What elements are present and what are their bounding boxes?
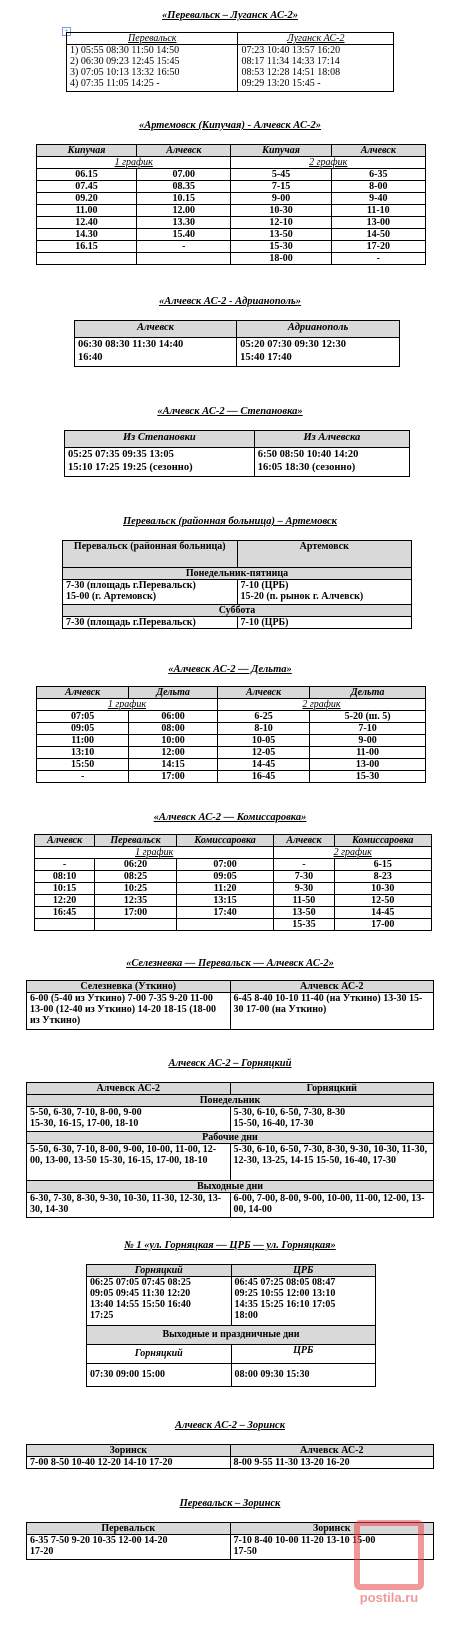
table-cell: 11-00 xyxy=(310,747,426,759)
table-cell: 12-10 xyxy=(231,217,331,229)
times-cell: 7-10 (ЦРБ) xyxy=(237,617,412,629)
times-cell: 7-10 8-40 10-00 11-20 13-10 15-00 17-50 xyxy=(230,1535,434,1560)
table-row xyxy=(37,735,426,747)
table-cell xyxy=(176,919,273,931)
schedule-table-5 xyxy=(62,540,412,629)
table-row xyxy=(35,907,432,919)
header-cell: Перевальск (районная больница) xyxy=(63,541,238,568)
subheader-cell: 1 график xyxy=(35,847,274,859)
times-cell: 6-00 (5-40 из Уткино) 7-00 7-35 9-20 11-00 13-00 (12-40 из Уткино) 14-20 18-15 (18-00 из Уткино) xyxy=(27,993,231,1030)
header-cell: Кипучая xyxy=(37,145,137,157)
table-cell: 5-20 (ш. 5) xyxy=(310,711,426,723)
times-cell: 8-00 9-55 11-30 13-20 16-20 xyxy=(230,1457,434,1469)
table-cell: 9-00 xyxy=(231,193,331,205)
table-row xyxy=(37,771,426,783)
times-cell: 07:23 10:40 13:57 16:20 08:17 11:34 14:33 17:14 08:53 12:28 14:51 18:08 09:29 13:20 15:45 - xyxy=(238,45,394,92)
header-cell: Из Степановки xyxy=(65,431,255,448)
watermark-text: postila.ru xyxy=(359,1590,419,1605)
table-cell: 08:00 xyxy=(129,723,218,735)
table-cell: 7-15 xyxy=(231,181,331,193)
header-cell: Алчевск xyxy=(75,321,237,338)
table-cell: 17-00 xyxy=(334,919,431,931)
table-cell: 9-40 xyxy=(331,193,425,205)
header-cell: Комиссаровка xyxy=(176,835,273,847)
table-cell: 17:40 xyxy=(176,907,273,919)
table-cell: 06:00 xyxy=(129,711,218,723)
table-row xyxy=(37,205,426,217)
table-cell: 10:00 xyxy=(129,735,218,747)
table-cell: 11:00 xyxy=(37,735,129,747)
section-title-9: Алчевск АС-2 – Горняцкий xyxy=(168,1058,292,1069)
table-cell xyxy=(37,253,137,265)
header-cell: Алчевск xyxy=(137,145,231,157)
times-cell: 5-30, 6-10, 6-50, 7-30, 8-30 15-50, 16-40, 17-30 xyxy=(230,1107,434,1132)
header-cell: Луганск АС-2 xyxy=(238,33,394,45)
header-cell: Алчевск АС-2 xyxy=(230,981,434,993)
times-cell: 5-50, 6-30, 7-10, 8-00, 9-00, 10-00, 11-00, 12-00, 13-00, 13-50 15-30, 16-15, 17-00, 18-10 xyxy=(27,1144,231,1181)
times-cell: 1) 05:55 08:30 11:50 14:50 2) 06:30 09:23 12:45 15:45 3) 07:05 10:13 13:32 16:50 4) 07:35 11:05 14:25 - xyxy=(67,45,238,92)
table-cell: 10-05 xyxy=(217,735,309,747)
schedule-table-9 xyxy=(26,1082,434,1218)
table-cell: 12:00 xyxy=(129,747,218,759)
times-cell: 06:25 07:05 07:45 08:25 09:05 09:45 11:30 12:20 13:40 14:55 15:50 16:40 17:25 xyxy=(87,1277,232,1326)
watermark-icon xyxy=(354,1520,424,1590)
header-cell: Горняцкий xyxy=(230,1083,434,1095)
table-cell: 07.45 xyxy=(37,181,137,193)
table-cell: 14.30 xyxy=(37,229,137,241)
header-cell: Из Алчевска xyxy=(254,431,409,448)
header-cell: Перевальск xyxy=(27,1523,231,1535)
table-cell: 10-30 xyxy=(334,883,431,895)
header-cell: Зоринск xyxy=(27,1445,231,1457)
table-cell: 9-30 xyxy=(274,883,334,895)
times-cell: 05:25 07:35 09:35 13:05 15:10 17:25 19:25 (сезонно) xyxy=(65,448,255,477)
times-cell: 5-30, 6-10, 6-50, 7-30, 8-30, 9-30, 10-30, 11-30, 12-30, 13-25, 14-15 15-50, 16-40, 17-30 xyxy=(230,1144,434,1181)
table-cell: 15.40 xyxy=(137,229,231,241)
schedule-table-7 xyxy=(34,834,432,931)
times-cell: 06:45 07:25 08:05 08:47 09:25 10:55 12:00 13:10 14:35 15:25 16:10 17:05 18:00 xyxy=(231,1277,376,1326)
section-title-3: «Алчевск АС-2 - Адрианополь» xyxy=(159,296,301,307)
table-cell: 09:05 xyxy=(37,723,129,735)
table-cell: 8-00 xyxy=(331,181,425,193)
table-cell: 12.40 xyxy=(37,217,137,229)
table-cell: 6-35 xyxy=(331,169,425,181)
header-cell: Горняцкий xyxy=(87,1265,232,1277)
table-cell: 07:05 xyxy=(37,711,129,723)
table-cell: - xyxy=(274,859,334,871)
watermark-logo xyxy=(344,1520,434,1605)
schedule-table-2 xyxy=(36,144,426,265)
schedule-table-4 xyxy=(64,430,410,477)
times-cell: 08:00 09:30 15:30 xyxy=(231,1364,376,1387)
table-cell: 15-35 xyxy=(274,919,334,931)
table-cell: 6-15 xyxy=(334,859,431,871)
table-cell: 10-30 xyxy=(231,205,331,217)
times-cell: 7-10 (ЦРБ) 15-20 (п. рынок г. Алчевск) xyxy=(237,580,412,605)
table-anchor-icon[interactable]: + xyxy=(62,27,71,36)
table-cell: 9-00 xyxy=(310,735,426,747)
subheader-cell: Суббота xyxy=(63,605,412,617)
table-cell: 13-50 xyxy=(274,907,334,919)
table-cell: 14:15 xyxy=(129,759,218,771)
section-title-1: «Перевальск – Луганск АС-2» xyxy=(162,10,298,21)
table-cell: 7-30 xyxy=(274,871,334,883)
schedule-table-11 xyxy=(26,1444,434,1469)
header-cell: Селезневка (Уткино) xyxy=(27,981,231,993)
table-cell: 14-45 xyxy=(217,759,309,771)
table-cell: 16-45 xyxy=(217,771,309,783)
subheader-cell: Выходные и праздничные дни xyxy=(87,1326,376,1345)
table-cell: 10.15 xyxy=(137,193,231,205)
times-cell: 7-30 (площадь г.Перевальск) 15-00 (г. Артемовск) xyxy=(63,580,238,605)
table-cell: - xyxy=(35,859,95,871)
header-cell: Алчевск xyxy=(217,687,309,699)
header-cell: Горняцкий xyxy=(87,1345,232,1364)
subheader-cell: Рабочие дни xyxy=(27,1132,434,1144)
section-title-5: Перевальск (районная больница) – Артемовск xyxy=(123,516,337,527)
header-cell: Артемовск xyxy=(237,541,412,568)
table-cell: 08:25 xyxy=(95,871,177,883)
times-cell: 6-35 7-50 9-20 10-35 12-00 14-20 17-20 xyxy=(27,1535,231,1560)
section-title-6: «Алчевск АС-2 — Дельта» xyxy=(168,664,292,675)
table-row xyxy=(35,883,432,895)
table-cell: 12-05 xyxy=(217,747,309,759)
table-cell: 06:20 xyxy=(95,859,177,871)
table-cell: - xyxy=(137,241,231,253)
header-cell: Алчевск xyxy=(331,145,425,157)
times-cell: 07:30 09:00 15:00 xyxy=(87,1364,232,1387)
table-cell: 17-20 xyxy=(331,241,425,253)
table-cell: 14-50 xyxy=(331,229,425,241)
times-cell: 7-30 (площадь г.Перевальск) xyxy=(63,617,238,629)
times-cell: 06:30 08:30 11:30 14:40 16:40 xyxy=(75,338,237,367)
header-cell: Дельта xyxy=(129,687,218,699)
header-cell: Алчевск xyxy=(37,687,129,699)
header-cell: Перевальск xyxy=(67,33,238,45)
subheader-cell: 2 график xyxy=(217,699,425,711)
table-cell: 13-00 xyxy=(310,759,426,771)
header-cell: Зоринск xyxy=(230,1523,434,1535)
table-cell: 12:20 xyxy=(35,895,95,907)
header-cell: Алчевск xyxy=(35,835,95,847)
table-cell: 10:15 xyxy=(35,883,95,895)
table-cell: 08:10 xyxy=(35,871,95,883)
table-row xyxy=(35,919,432,931)
table-cell: 09.20 xyxy=(37,193,137,205)
table-cell: 15-30 xyxy=(310,771,426,783)
table-row xyxy=(37,711,426,723)
header-cell: Алчевск АС-2 xyxy=(230,1445,434,1457)
table-cell: 13:15 xyxy=(176,895,273,907)
table-row xyxy=(35,859,432,871)
section-title-12: Перевальск – Зоринск xyxy=(179,1498,281,1509)
table-cell xyxy=(35,919,95,931)
table-cell xyxy=(95,919,177,931)
table-cell: 17:00 xyxy=(95,907,177,919)
times-cell: 6:50 08:50 10:40 14:20 16:05 18:30 (сезонно) xyxy=(254,448,409,477)
table-cell: 11-10 xyxy=(331,205,425,217)
schedule-table-8 xyxy=(26,980,434,1030)
table-cell: 8-10 xyxy=(217,723,309,735)
schedule-table-6 xyxy=(36,686,426,783)
table-row xyxy=(37,747,426,759)
times-cell: 5-50, 6-30, 7-10, 8-00, 9-00 15-30, 16-15, 17-00, 18-10 xyxy=(27,1107,231,1132)
subheader-cell: 1 график xyxy=(37,157,231,169)
table-cell: 13-50 xyxy=(231,229,331,241)
header-cell: Кипучая xyxy=(231,145,331,157)
section-title-2: «Артемовск (Кипучая) - Алчевск АС-2» xyxy=(138,120,322,131)
subheader-cell: 2 график xyxy=(274,847,432,859)
section-title-8: «Селезневка — Перевальск — Алчевск АС-2» xyxy=(126,958,334,969)
table-cell xyxy=(137,253,231,265)
times-cell: 6-30, 7-30, 8-30, 9-30, 10-30, 11-30, 12-30, 13-30, 14-30 xyxy=(27,1193,231,1218)
table-cell: 09:05 xyxy=(176,871,273,883)
table-cell: 12:35 xyxy=(95,895,177,907)
table-cell: 12.00 xyxy=(137,205,231,217)
table-cell: 06.15 xyxy=(37,169,137,181)
table-cell: 16.15 xyxy=(37,241,137,253)
table-cell: 6-25 xyxy=(217,711,309,723)
table-row xyxy=(35,871,432,883)
table-cell: 7-10 xyxy=(310,723,426,735)
times-cell: 6-45 8-40 10-10 11-40 (на Уткино) 13-30 15-30 17-00 (на Уткино) xyxy=(230,993,434,1030)
schedule-table-1 xyxy=(66,32,394,92)
table-cell: 11:20 xyxy=(176,883,273,895)
table-cell: 5-45 xyxy=(231,169,331,181)
schedule-table-10 xyxy=(86,1264,376,1387)
header-cell: Дельта xyxy=(310,687,426,699)
table-cell: 07:00 xyxy=(176,859,273,871)
table-row xyxy=(37,253,426,265)
times-cell: 6-00, 7-00, 8-00, 9-00, 10-00, 11-00, 12-00, 13-00, 14-00 xyxy=(230,1193,434,1218)
table-cell: 15-30 xyxy=(231,241,331,253)
table-row xyxy=(35,895,432,907)
table-cell: 13-00 xyxy=(331,217,425,229)
times-cell: 7-00 8-50 10-40 12-20 14-10 17-20 xyxy=(27,1457,231,1469)
header-cell: Алчевск xyxy=(274,835,334,847)
header-cell: Алчевск АС-2 xyxy=(27,1083,231,1095)
section-title-4: «Алчевск АС-2 — Степановка» xyxy=(157,406,303,417)
table-row xyxy=(37,217,426,229)
table-cell: - xyxy=(331,253,425,265)
section-title-11: Алчевск АС-2 – Зоринск xyxy=(174,1420,286,1431)
table-cell: 08.35 xyxy=(137,181,231,193)
table-row xyxy=(37,181,426,193)
table-cell: 18-00 xyxy=(231,253,331,265)
schedule-table-3 xyxy=(74,320,400,367)
table-cell: 11-50 xyxy=(274,895,334,907)
table-cell: 13:10 xyxy=(37,747,129,759)
table-row xyxy=(37,759,426,771)
table-row xyxy=(37,229,426,241)
table-row xyxy=(37,241,426,253)
table-cell: 07.00 xyxy=(137,169,231,181)
table-cell: 13.30 xyxy=(137,217,231,229)
header-cell: ЦРБ xyxy=(231,1345,376,1364)
subheader-cell: Понедельник xyxy=(27,1095,434,1107)
header-cell: Перевальск xyxy=(95,835,177,847)
subheader-cell: Выходные дни xyxy=(27,1181,434,1193)
header-cell: ЦРБ xyxy=(231,1265,376,1277)
header-cell: Адрианополь xyxy=(237,321,400,338)
table-row xyxy=(37,193,426,205)
section-title-10: № 1 «ул. Горняцкая — ЦРБ — ул. Горняцкая» xyxy=(124,1240,336,1251)
table-row xyxy=(37,723,426,735)
table-cell: - xyxy=(37,771,129,783)
table-cell: 15:50 xyxy=(37,759,129,771)
subheader-cell: 2 график xyxy=(231,157,426,169)
table-cell: 11.00 xyxy=(37,205,137,217)
header-cell: Комиссаровка xyxy=(334,835,431,847)
subheader-cell: Понедельник-пятница xyxy=(63,568,412,580)
section-title-7: «Алчевск АС-2 — Комиссаровка» xyxy=(153,812,307,823)
table-cell: 10:25 xyxy=(95,883,177,895)
table-cell: 16:45 xyxy=(35,907,95,919)
table-cell: 12-50 xyxy=(334,895,431,907)
table-cell: 8-23 xyxy=(334,871,431,883)
table-cell: 14-45 xyxy=(334,907,431,919)
subheader-cell: 1 график xyxy=(37,699,218,711)
times-cell: 05:20 07:30 09:30 12:30 15:40 17:40 xyxy=(237,338,400,367)
table-cell: 17:00 xyxy=(129,771,218,783)
table-row xyxy=(37,169,426,181)
